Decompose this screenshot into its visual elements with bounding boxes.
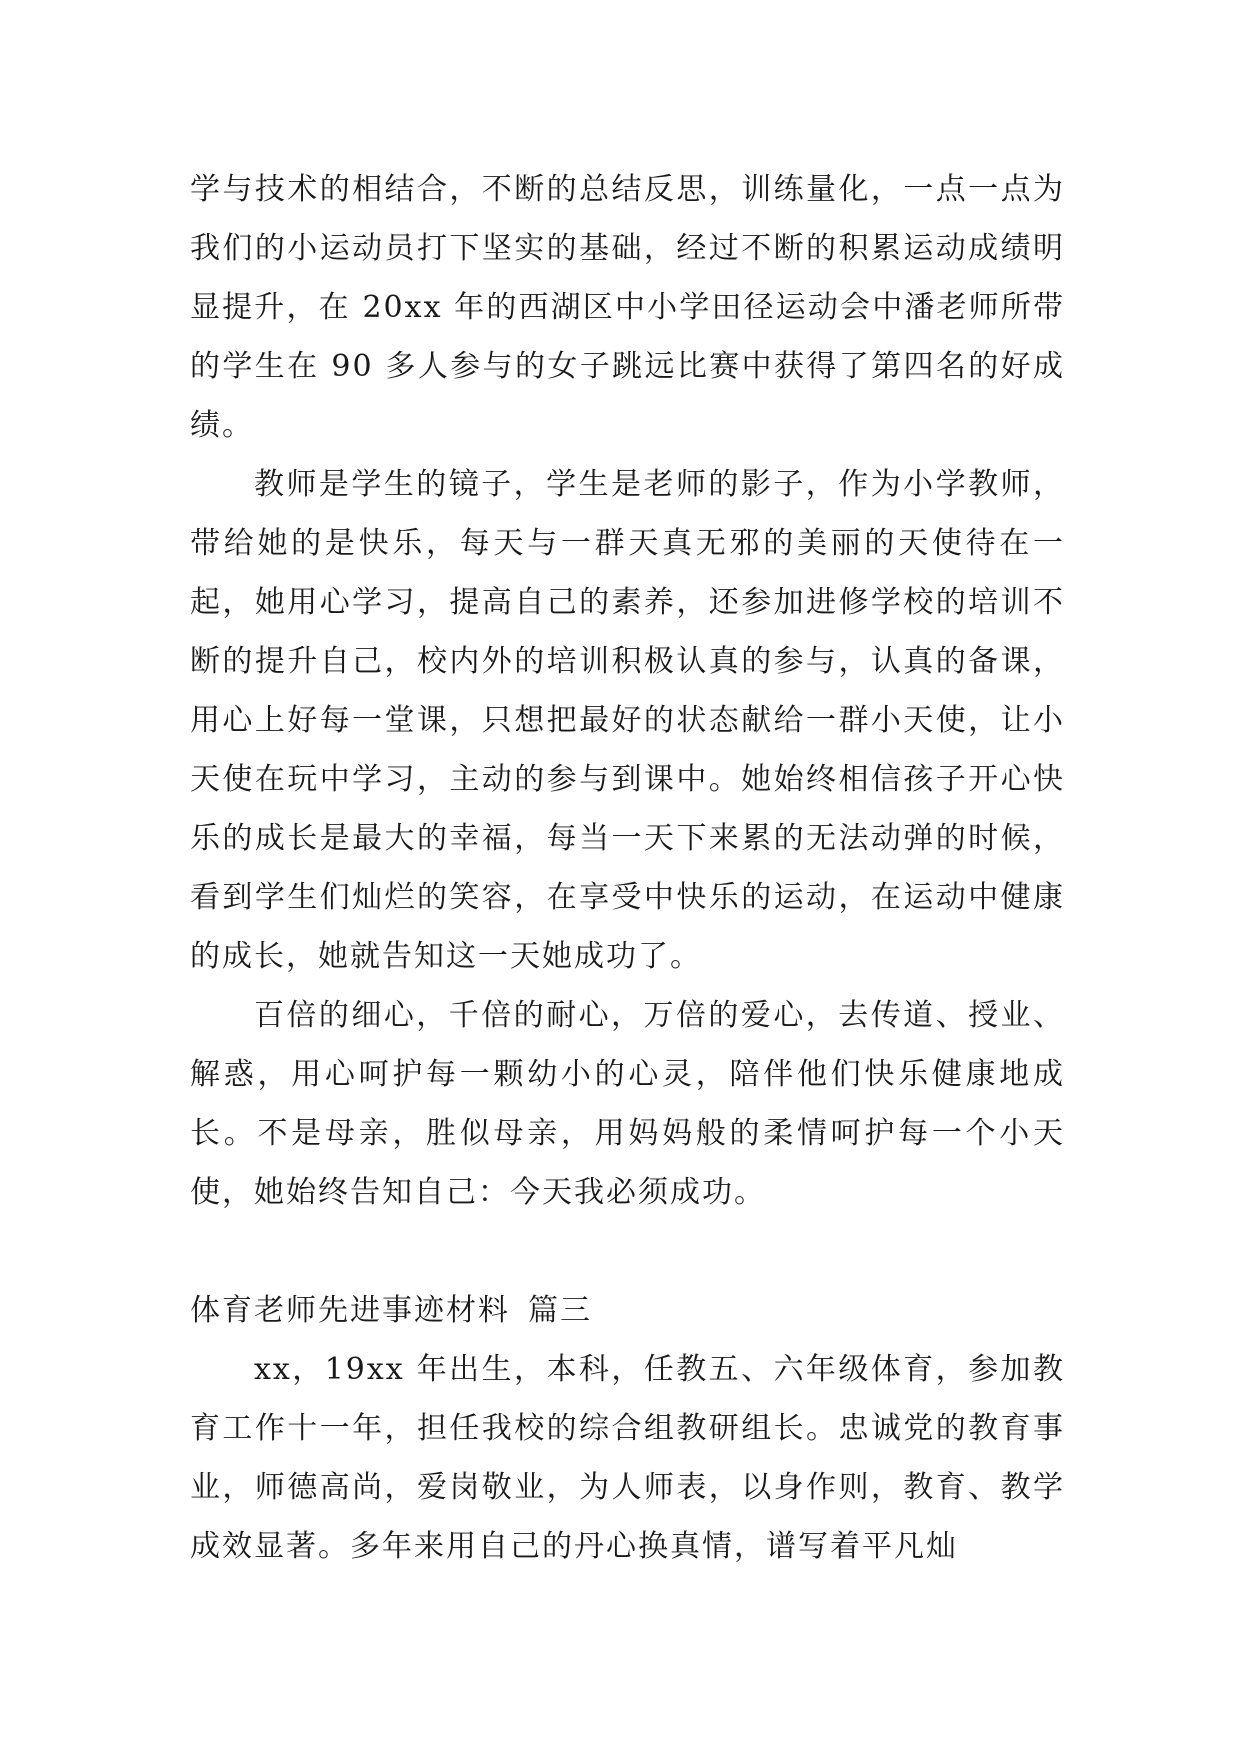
paragraph-training-results: 学与技术的相结合，不断的总结反思，训练量化，一点一点为我们的小运动员打下坚实的基础，经过不断的积累运动成绩明显提升，在 20xx 年的西湖区中小学田径运动会中潘老师所带的学生在 90 多人参与的女子跳远比赛中获得了第四名的好成绩。 <box>190 172 1065 443</box>
paragraph-teacher-mirror: 教师是学生的镜子，学生是老师的影子，作为小学教师，带给她的是快乐，每天与一群天真无邪的美丽的天使待在一起，她用心学习，提高自己的素养，还参加进修学校的培训不断的提升自己，校内外的培训积极认真的参与，认真的备课，用心上好每一堂课，只想把最好的状态献给一群小天使，让小天使在玩中学习，主动的参与到课中。她始终相信孩子开心快乐的成长是最大的幸福，每当一天下来累的无法动弹的时候，看到学生们灿烂的笑容，在享受中快乐的运动，在运动中健康的成长，她就告知这一天她成功了。 <box>190 467 1065 974</box>
section-heading-title: 体育老师先进事迹材料 <box>190 1293 510 1328</box>
section-heading <box>190 1281 1065 1340</box>
paragraph-profile: xx，19xx 年出生，本科，任教五、六年级体育，参加教育工作十一年，担任我校的综合组教研组长。忠诚党的教育事业，师德高尚，爱岗敬业，为人师表，以身作则，教育、教学成效显著。多年来用自己的丹心换真情，谱写着平凡灿 <box>190 1352 1065 1564</box>
paragraph-care: 百倍的细心，千倍的耐心，万倍的爱心，去传道、授业、解惑，用心呵护每一颗幼小的心灵，陪伴他们快乐健康地成长。不是母亲，胜似母亲，用妈妈般的柔情呵护每一个小天使，她始终告知自己：今天我必须成功。 <box>190 998 1065 1210</box>
body-text <box>190 160 1065 1576</box>
section-heading-part: 篇三 <box>528 1293 592 1328</box>
